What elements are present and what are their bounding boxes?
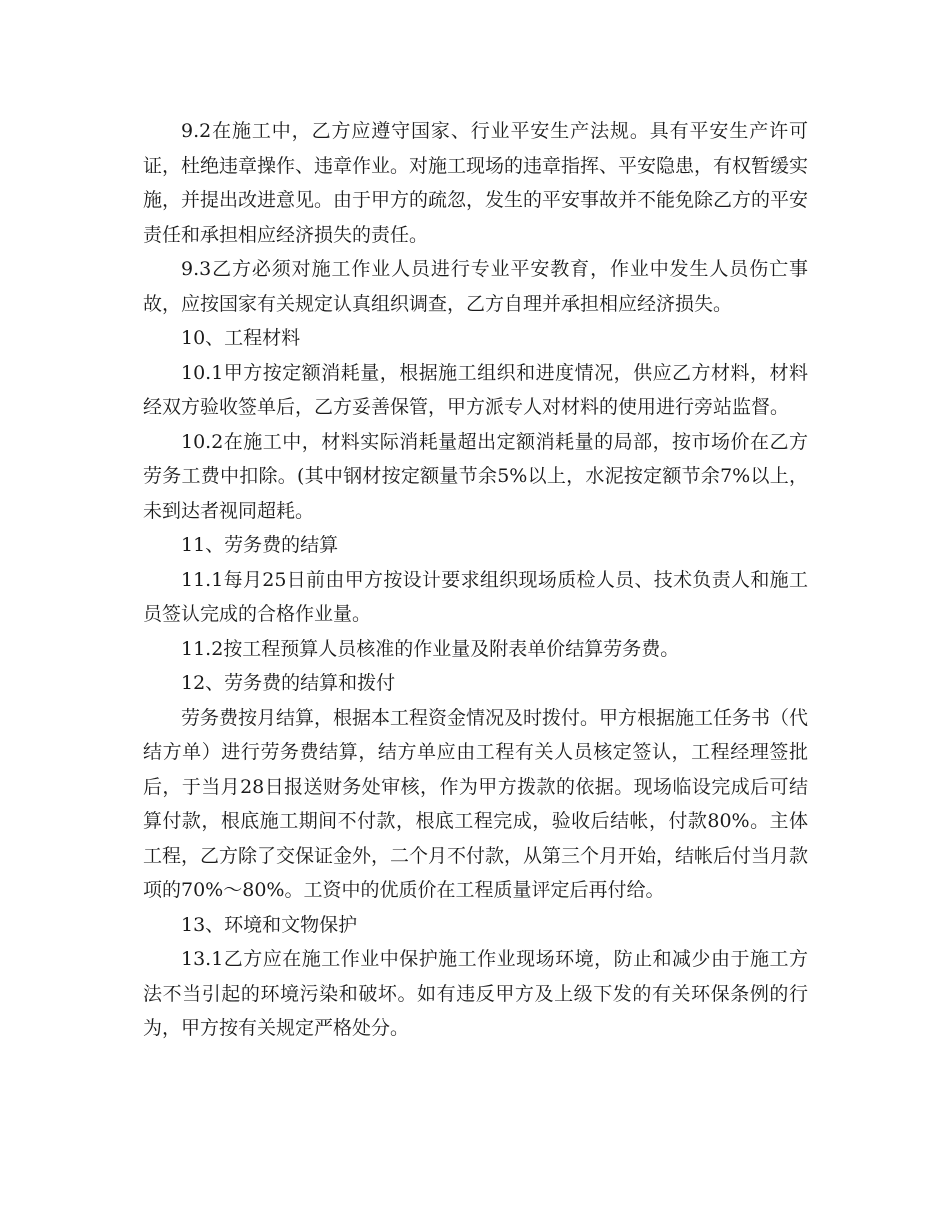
section-heading-13: 13、环境和文物保护: [181, 913, 358, 936]
paragraph-9-2: 9.2在施工中，乙方应遵守国家、行业平安生产法规。具有平安生产许可证，杜绝违章操作、违章作业。对施工现场的违章指挥、平安隐患，有权暂缓实施，并提出改进意见。由于甲方的疏忽，发生的平安事故并不能免除乙方的平安责任和承担相应经济损失的责任。: [143, 120, 809, 246]
paragraph-9-3: 9.3乙方必须对施工作业人员进行专业平安教育，作业中发生人员伤亡事故，应按国家有关规定认真组织调查，乙方自理并承担相应经济损失。: [143, 258, 808, 315]
paragraph-10-2: 10.2在施工中，材料实际消耗量超出定额消耗量的局部，按市场价在乙方劳务工费中扣除。(其中钢材按定额量节余5%以上，水泥按定额节余7%以上，未到达者视同超耗。: [143, 430, 808, 522]
section-heading-10: 10、工程材料: [181, 327, 301, 349]
paragraph-11-2: 11.2按工程预算人员核准的作业量及附表单价结算劳务费。: [181, 637, 680, 660]
document-page: [143, 114, 808, 1046]
paragraph-13-1: 13.1乙方应在施工作业中保护施工作业现场环境，防止和减少由于施工方法不当引起的环境污染和破坏。如有违反甲方及上级下发的有关环保条例的行为，甲方按有关规定严格处分。: [143, 948, 808, 1039]
paragraph-10-1: 10.1甲方按定额消耗量，根据施工组织和进度情况，供应乙方材料，材料经双方验收签单后，乙方妥善保管，甲方派专人对材料的使用进行旁站监督。: [143, 361, 808, 418]
paragraph-12-body: 劳务费按月结算，根据本工程资金情况及时拨付。甲方根据施工任务书（代结方单）进行劳务费结算，结方单应由工程有关人员核定签认，工程经理签批后，于当月28日报送财务处审核，作为甲方拨款的依据。现场临设完成后可结算付款，根底施工期间不付款，根底工程完成，验收后结帐，付款80%。主体工程，乙方除了交保证金外，二个月不付款，从第三个月开始，结帐后付当月款项的70%～80%。工资中的优质价在工程质量评定后再付给。: [143, 706, 809, 901]
paragraph-11-1: 11.1每月25日前由甲方按设计要求组织现场质检人员、技术负责人和施工员签认完成的合格作业量。: [143, 568, 808, 625]
section-heading-11: 11、劳务费的结算: [181, 534, 339, 556]
section-heading-12: 12、劳务费的结算和拨付: [181, 672, 396, 694]
